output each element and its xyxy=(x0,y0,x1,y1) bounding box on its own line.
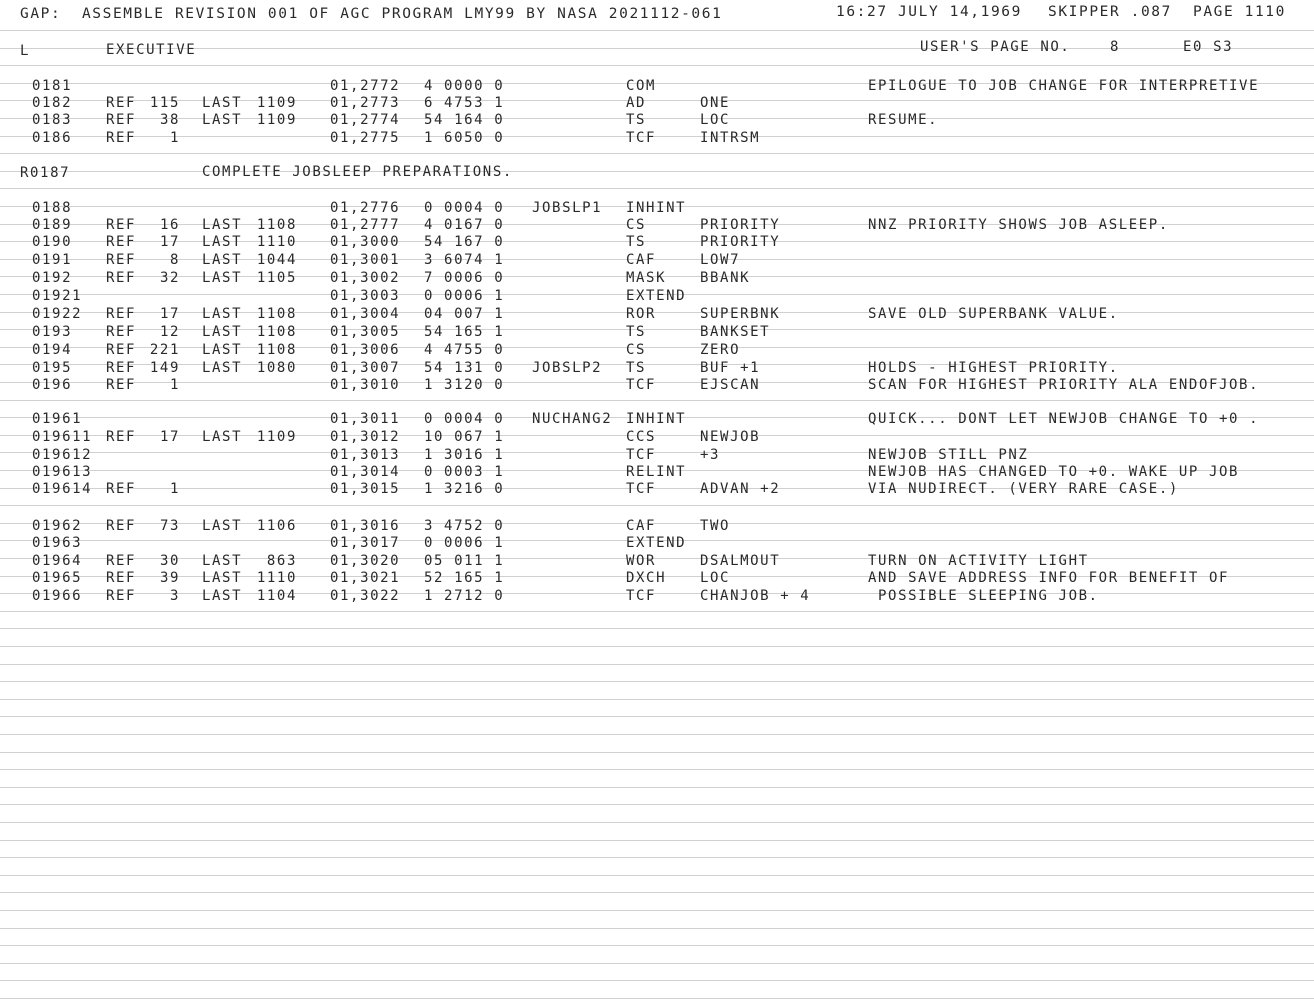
users-page-number: 8 xyxy=(1110,39,1121,55)
last-keyword: LAST xyxy=(202,95,243,111)
line-number: 0192 xyxy=(32,270,73,286)
last-line: 1109 xyxy=(256,112,297,128)
opcode: CCS xyxy=(626,429,657,445)
line-number: 01966 xyxy=(32,588,83,604)
ref-count: 8 xyxy=(169,252,180,268)
comment: QUICK... DONT LET NEWJOB CHANGE TO +0 . xyxy=(868,411,1260,427)
last-line: 1108 xyxy=(256,306,297,322)
ref-count: 221 xyxy=(149,342,180,358)
line-number: 01963 xyxy=(32,535,83,551)
octal-code: 4 0167 0 xyxy=(424,217,505,233)
line-number: 0188 xyxy=(32,200,73,216)
opcode: DXCH xyxy=(626,570,667,586)
ref-keyword: REF xyxy=(106,324,137,340)
opcode: TCF xyxy=(626,130,657,146)
last-line: 1109 xyxy=(256,95,297,111)
opcode: TS xyxy=(626,324,647,340)
ref-keyword: REF xyxy=(106,518,137,534)
octal-code: 1 2712 0 xyxy=(424,588,505,604)
opcode: MASK xyxy=(626,270,667,286)
operator-label: SKIPPER .087 xyxy=(1048,4,1172,20)
line-number: 0182 xyxy=(32,95,73,111)
comment: SCAN FOR HIGHEST PRIORITY ALA ENDOFJOB. xyxy=(868,377,1260,393)
octal-code: 6 4753 1 xyxy=(424,95,505,111)
ref-keyword: REF xyxy=(106,588,137,604)
ref-keyword: REF xyxy=(106,130,137,146)
line-number: 0183 xyxy=(32,112,73,128)
operand: PRIORITY xyxy=(700,234,781,250)
log-letter: L xyxy=(20,43,31,59)
last-line: 1105 xyxy=(256,270,297,286)
last-line: 1109 xyxy=(256,429,297,445)
line-number: 01965 xyxy=(32,570,83,586)
last-line: 1106 xyxy=(256,518,297,534)
last-keyword: LAST xyxy=(202,217,243,233)
opcode: TCF xyxy=(626,481,657,497)
octal-code: 04 007 1 xyxy=(424,306,505,322)
opcode: ROR xyxy=(626,306,657,322)
last-keyword: LAST xyxy=(202,234,243,250)
address: 01,3016 xyxy=(330,518,401,534)
line-number: 0181 xyxy=(32,78,73,94)
ref-count: 30 xyxy=(159,553,180,569)
ref-keyword: REF xyxy=(106,217,137,233)
octal-code: 05 011 1 xyxy=(424,553,505,569)
operand: BUF +1 xyxy=(700,360,761,376)
comment: POSSIBLE SLEEPING JOB. xyxy=(868,588,1099,604)
octal-code: 0 0003 1 xyxy=(424,464,505,480)
ref-keyword: REF xyxy=(106,252,137,268)
ref-count: 73 xyxy=(159,518,180,534)
opcode: AD xyxy=(626,95,647,111)
octal-code: 4 0000 0 xyxy=(424,78,505,94)
address: 01,3011 xyxy=(330,411,401,427)
ref-count: 1 xyxy=(169,130,180,146)
ref-count: 38 xyxy=(159,112,180,128)
label: NUCHANG2 xyxy=(532,411,613,427)
octal-code: 54 165 1 xyxy=(424,324,505,340)
ref-count: 32 xyxy=(159,270,180,286)
address: 01,3021 xyxy=(330,570,401,586)
address: 01,3020 xyxy=(330,553,401,569)
line-number: 0193 xyxy=(32,324,73,340)
ref-keyword: REF xyxy=(106,306,137,322)
line-number: 0190 xyxy=(32,234,73,250)
opcode: INHINT xyxy=(626,200,687,216)
ref-count: 1 xyxy=(169,481,180,497)
address: 01,3017 xyxy=(330,535,401,551)
ref-keyword: REF xyxy=(106,270,137,286)
octal-code: 0 0004 0 xyxy=(424,200,505,216)
address: 01,2774 xyxy=(330,112,401,128)
ref-count: 149 xyxy=(149,360,180,376)
operand: LOC xyxy=(700,112,731,128)
octal-code: 54 131 0 xyxy=(424,360,505,376)
note-text: COMPLETE JOBSLEEP PREPARATIONS. xyxy=(202,164,513,180)
line-number: 0195 xyxy=(32,360,73,376)
octal-code: 0 0004 0 xyxy=(424,411,505,427)
last-line: 863 xyxy=(266,553,297,569)
octal-code: 1 6050 0 xyxy=(424,130,505,146)
ref-keyword: REF xyxy=(106,481,137,497)
operand: CHANJOB + 4 xyxy=(700,588,811,604)
operand: BBANK xyxy=(700,270,751,286)
listing-timestamp: 16:27 JULY 14,1969 xyxy=(836,4,1022,20)
address: 01,3000 xyxy=(330,234,401,250)
ref-keyword: REF xyxy=(106,360,137,376)
line-number: 0196 xyxy=(32,377,73,393)
operand: EJSCAN xyxy=(700,377,761,393)
line-number: 01962 xyxy=(32,518,83,534)
octal-code: 54 164 0 xyxy=(424,112,505,128)
opcode: TCF xyxy=(626,377,657,393)
last-line: 1104 xyxy=(256,588,297,604)
last-line: 1110 xyxy=(256,570,297,586)
comment: TURN ON ACTIVITY LIGHT xyxy=(868,553,1089,569)
octal-code: 1 3216 0 xyxy=(424,481,505,497)
operand: PRIORITY xyxy=(700,217,781,233)
address: 01,3010 xyxy=(330,377,401,393)
last-line: 1110 xyxy=(256,234,297,250)
label: JOBSLP2 xyxy=(532,360,603,376)
last-keyword: LAST xyxy=(202,270,243,286)
line-number: 01922 xyxy=(32,306,83,322)
ref-count: 39 xyxy=(159,570,180,586)
users-page-label: USER'S PAGE NO. xyxy=(920,39,1071,55)
address: 01,2773 xyxy=(330,95,401,111)
address: 01,3004 xyxy=(330,306,401,322)
ref-count: 17 xyxy=(159,234,180,250)
octal-code: 3 6074 1 xyxy=(424,252,505,268)
opcode: CAF xyxy=(626,252,657,268)
octal-code: 4 4755 0 xyxy=(424,342,505,358)
last-keyword: LAST xyxy=(202,360,243,376)
operand: TWO xyxy=(700,518,731,534)
opcode: TCF xyxy=(626,588,657,604)
line-number: 019614 xyxy=(32,481,93,497)
last-line: 1080 xyxy=(256,360,297,376)
octal-code: 3 4752 0 xyxy=(424,518,505,534)
opcode: INHINT xyxy=(626,411,687,427)
operand: ONE xyxy=(700,95,731,111)
address: 01,2777 xyxy=(330,217,401,233)
opcode: WOR xyxy=(626,553,657,569)
ref-keyword: REF xyxy=(106,553,137,569)
address: 01,3006 xyxy=(330,342,401,358)
listing-title: GAP: ASSEMBLE REVISION 001 OF AGC PROGRAM LMY99 BY NASA 2021112-061 xyxy=(20,6,723,22)
ref-keyword: REF xyxy=(106,342,137,358)
line-number: 019612 xyxy=(32,447,93,463)
last-keyword: LAST xyxy=(202,553,243,569)
address: 01,3015 xyxy=(330,481,401,497)
operand: SUPERBNK xyxy=(700,306,781,322)
opcode: COM xyxy=(626,78,657,94)
section-code: E0 S3 xyxy=(1183,39,1234,55)
line-number: 019611 xyxy=(32,429,93,445)
ref-count: 16 xyxy=(159,217,180,233)
octal-code: 10 067 1 xyxy=(424,429,505,445)
address: 01,3012 xyxy=(330,429,401,445)
line-number: 01921 xyxy=(32,288,83,304)
octal-code: 54 167 0 xyxy=(424,234,505,250)
last-keyword: LAST xyxy=(202,252,243,268)
comment: NNZ PRIORITY SHOWS JOB ASLEEP. xyxy=(868,217,1169,233)
opcode: EXTEND xyxy=(626,288,687,304)
opcode: TS xyxy=(626,360,647,376)
comment: VIA NUDIRECT. (VERY RARE CASE.) xyxy=(868,481,1179,497)
operand: DSALMOUT xyxy=(700,553,781,569)
comment: RESUME. xyxy=(868,112,939,128)
ref-count: 12 xyxy=(159,324,180,340)
comment: SAVE OLD SUPERBANK VALUE. xyxy=(868,306,1119,322)
operand: ADVAN +2 xyxy=(700,481,781,497)
octal-code: 7 0006 0 xyxy=(424,270,505,286)
page-number: PAGE 1110 xyxy=(1193,4,1286,20)
opcode: TS xyxy=(626,112,647,128)
operand: BANKSET xyxy=(700,324,771,340)
address: 01,2772 xyxy=(330,78,401,94)
last-line: 1108 xyxy=(256,342,297,358)
comment: AND SAVE ADDRESS INFO FOR BENEFIT OF xyxy=(868,570,1230,586)
label: JOBSLP1 xyxy=(532,200,603,216)
opcode: RELINT xyxy=(626,464,687,480)
line-number: 01964 xyxy=(32,553,83,569)
line-number: 019613 xyxy=(32,464,93,480)
last-keyword: LAST xyxy=(202,518,243,534)
opcode: TS xyxy=(626,234,647,250)
ref-keyword: REF xyxy=(106,95,137,111)
comment: NEWJOB HAS CHANGED TO +0. WAKE UP JOB xyxy=(868,464,1240,480)
section-title: EXECUTIVE xyxy=(106,42,197,58)
opcode: CAF xyxy=(626,518,657,534)
opcode: CS xyxy=(626,342,647,358)
opcode: EXTEND xyxy=(626,535,687,551)
last-line: 1108 xyxy=(256,217,297,233)
ref-keyword: REF xyxy=(106,377,137,393)
ref-count: 3 xyxy=(169,588,180,604)
operand: LOC xyxy=(700,570,731,586)
comment: NEWJOB STILL PNZ xyxy=(868,447,1029,463)
opcode: CS xyxy=(626,217,647,233)
octal-code: 0 0006 1 xyxy=(424,535,505,551)
octal-code: 1 3016 1 xyxy=(424,447,505,463)
line-number: 0194 xyxy=(32,342,73,358)
line-number: 0189 xyxy=(32,217,73,233)
last-line: 1044 xyxy=(256,252,297,268)
last-keyword: LAST xyxy=(202,588,243,604)
ref-keyword: REF xyxy=(106,570,137,586)
address: 01,3003 xyxy=(330,288,401,304)
operand: ZERO xyxy=(700,342,741,358)
address: 01,3014 xyxy=(330,464,401,480)
address: 01,2775 xyxy=(330,130,401,146)
opcode: TCF xyxy=(626,447,657,463)
address: 01,3002 xyxy=(330,270,401,286)
last-line: 1108 xyxy=(256,324,297,340)
operand: INTRSM xyxy=(700,130,761,146)
last-keyword: LAST xyxy=(202,570,243,586)
line-number: 01961 xyxy=(32,411,83,427)
octal-code: 52 165 1 xyxy=(424,570,505,586)
operand: LOW7 xyxy=(700,252,741,268)
octal-code: 0 0006 1 xyxy=(424,288,505,304)
last-keyword: LAST xyxy=(202,306,243,322)
address: 01,3007 xyxy=(330,360,401,376)
ref-count: 17 xyxy=(159,306,180,322)
ref-count: 1 xyxy=(169,377,180,393)
ref-count: 17 xyxy=(159,429,180,445)
last-keyword: LAST xyxy=(202,429,243,445)
octal-code: 1 3120 0 xyxy=(424,377,505,393)
last-keyword: LAST xyxy=(202,112,243,128)
comment: HOLDS - HIGHEST PRIORITY. xyxy=(868,360,1119,376)
address: 01,3022 xyxy=(330,588,401,604)
address: 01,3005 xyxy=(330,324,401,340)
ref-count: 115 xyxy=(149,95,180,111)
address: 01,3013 xyxy=(330,447,401,463)
line-number: 0186 xyxy=(32,130,73,146)
line-number: 0191 xyxy=(32,252,73,268)
operand: NEWJOB xyxy=(700,429,761,445)
comment: EPILOGUE TO JOB CHANGE FOR INTERPRETIVE xyxy=(868,78,1260,94)
last-keyword: LAST xyxy=(202,324,243,340)
last-keyword: LAST xyxy=(202,342,243,358)
address: 01,3001 xyxy=(330,252,401,268)
ref-keyword: REF xyxy=(106,112,137,128)
ref-keyword: REF xyxy=(106,234,137,250)
address: 01,2776 xyxy=(330,200,401,216)
note-line-number: R0187 xyxy=(20,165,71,181)
ref-keyword: REF xyxy=(106,429,137,445)
operand: +3 xyxy=(700,447,721,463)
